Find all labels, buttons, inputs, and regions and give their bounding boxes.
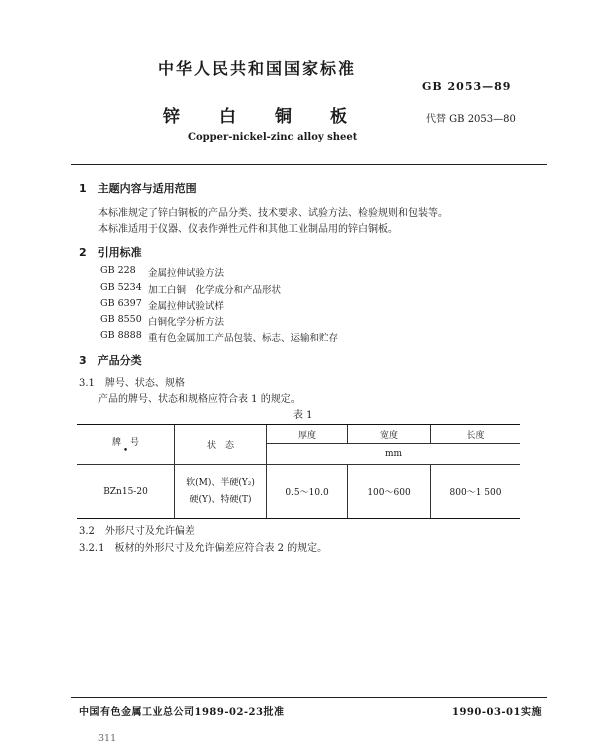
standard-number: GB 2053—89 [422, 80, 512, 93]
header-temper: 状 态 [206, 441, 234, 451]
ref-title: 金属拉伸试验方法 [148, 268, 225, 279]
cell-width: 100～600 [348, 465, 431, 519]
section-1-paragraph-2: 本标准适用于仪器、仪表作弹性元件和其他工业制品用的锌白铜板。 [98, 224, 398, 235]
title-char-1: 锌 [163, 107, 180, 127]
header-unit: mm [267, 444, 521, 465]
ref-title: 金属拉伸试验试样 [148, 301, 225, 312]
header-grade: 牌 号 [111, 438, 139, 448]
ref-title: 重有色金属加工产品包装、标志、运输和贮存 [148, 333, 339, 344]
cell-length: 800～1 500 [431, 465, 521, 519]
section-3-1-heading: 3.1 牌号、状态、规格 [79, 378, 185, 389]
approval-note: 中国有色金属工业总公司1989-02-23批准 [79, 707, 285, 718]
section-2-heading: 2 引用标准 [79, 246, 142, 259]
replaces-note: 代替 GB 2053—80 [426, 114, 516, 125]
ref-code: GB 6397 [100, 298, 142, 309]
header-length: 长度 [431, 425, 521, 444]
table-1 [77, 424, 520, 519]
implementation-date: 1990-03-01实施 [452, 707, 542, 718]
ref-code: GB 228 [100, 265, 136, 276]
header-temper-cell [175, 425, 267, 465]
temper-line-1: 软(M)、半硬(Y₂) [186, 477, 255, 488]
cell-thickness: 0.5～10.0 [267, 465, 348, 519]
english-title: Copper-nickel-zinc alloy sheet [188, 132, 358, 143]
footer-rule [71, 697, 547, 698]
section-1-paragraph-1: 本标准规定了锌白铜板的产品分类、技术要求、试验方法、检验规则和包装等。 [98, 208, 448, 219]
title-char-2: 白 [219, 107, 236, 127]
ref-title: 白铜化学分析方法 [148, 317, 225, 328]
title-char-4: 板 [330, 107, 347, 127]
title-char-3: 铜 [275, 107, 292, 127]
header-width: 宽度 [348, 425, 431, 444]
ref-code: GB 5234 [100, 282, 142, 293]
header-rule [71, 164, 547, 165]
table-1-caption: 表 1 [293, 410, 313, 421]
section-3-2-heading: 3.2 外形尺寸及允许偏差 [79, 526, 195, 537]
ref-code: GB 8550 [100, 314, 142, 325]
section-3-heading: 3 产品分类 [79, 354, 142, 367]
header-thickness: 厚度 [267, 425, 348, 444]
temper-line-2: 硬(Y)、特硬(T) [189, 494, 252, 505]
cell-grade: BZn15-20 [77, 465, 175, 519]
header-grade-cell: 牌 号 • [77, 425, 175, 465]
section-3-1-text: 产品的牌号、状态和规格应符合表 1 的规定。 [98, 394, 301, 405]
ref-title: 加工白铜 化学成分和产品形状 [148, 285, 282, 296]
cell-temper [175, 465, 267, 519]
page-number: 311 [98, 733, 117, 744]
section-3-2-1-text: 3.2.1 板材的外形尺寸及允许偏差应符合表 2 的规定。 [79, 543, 328, 554]
section-1-heading: 1 主题内容与适用范围 [79, 182, 197, 195]
national-standard-heading: 中华人民共和国国家标准 [158, 59, 357, 78]
ref-code: GB 8888 [100, 330, 142, 341]
